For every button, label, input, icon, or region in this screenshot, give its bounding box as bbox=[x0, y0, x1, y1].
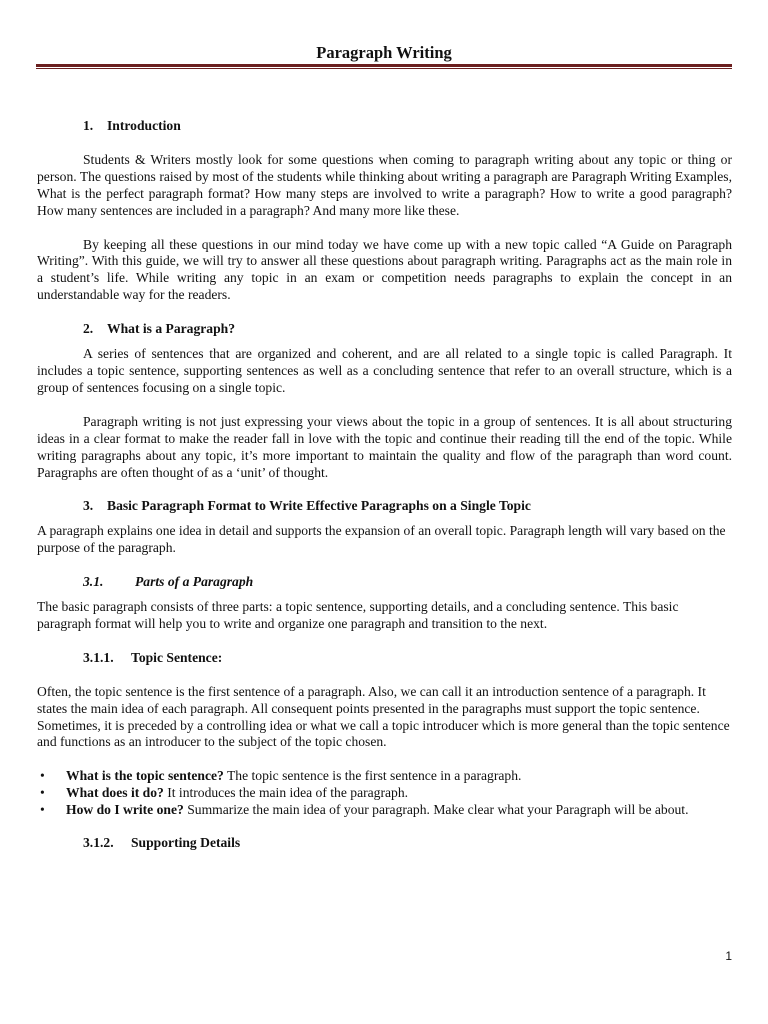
list-item bbox=[37, 785, 732, 802]
page-number: 1 bbox=[725, 949, 732, 963]
section-title: Topic Sentence: bbox=[131, 649, 223, 665]
bullet-question: What is the topic sentence? bbox=[66, 768, 224, 784]
section-heading-introduction bbox=[37, 118, 732, 135]
paragraph: The basic paragraph consists of three parts: a topic sentence, supporting details, and a concluding sentence. This basic paragraph format will help you to write and organize one paragraph and transition to the next. bbox=[37, 599, 679, 631]
paragraph: A paragraph explains one idea in detail and supports the expansion of an overall topic. Paragraph length will vary based on the purpose of the paragraph. bbox=[37, 523, 726, 556]
bullet-answer: Summarize the main idea of your paragraph. Make clear what your Paragraph will be about. bbox=[183, 802, 689, 818]
paragraph: A series of sentences that are organized and coherent, and are all related to a single topic is called Paragraph. It includes a topic sentence, supporting sentences as well as a concluding sentence that refer to an overall structure, which is a group of sentences focusing on a single topic. bbox=[37, 346, 732, 395]
section-number: 3.1. bbox=[83, 574, 104, 590]
title-rule-thin bbox=[36, 68, 732, 69]
bullet-answer: It introduces the main idea of the paragraph. bbox=[163, 785, 409, 801]
document-body bbox=[37, 118, 732, 852]
paragraph: Students & Writers mostly look for some questions when coming to paragraph writing about any topic or thing or person. The questions raised by most of the students while thinking about writing a paragraph are Paragraph Writing Examples, What is the perfect paragraph format? How many steps are involved to write a paragraph? How to write a good paragraph? How many sentences are included in a paragraph? And many more like these. bbox=[37, 151, 732, 218]
list-item bbox=[37, 802, 732, 819]
section-heading-topic-sentence bbox=[37, 650, 732, 667]
document-title: Paragraph Writing bbox=[316, 43, 452, 62]
section-heading-basic-format bbox=[37, 498, 732, 515]
bullet-question: What does it do? bbox=[66, 785, 164, 801]
section-title: Supporting Details bbox=[131, 835, 241, 851]
section-number: 3.1.2. bbox=[83, 835, 114, 851]
bullet-question: How do I write one? bbox=[66, 802, 184, 818]
bullet-list bbox=[37, 768, 732, 819]
section-heading-what-is-paragraph bbox=[37, 321, 732, 338]
paragraph: By keeping all these questions in our mind today we have come up with a new topic called “A Guide on Paragraph Writing”. With this guide, we will try to answer all these questions about paragraph writing. Paragraphs act as the main role in a student’s life. While writing any topic in an exam or competition needs paragraphs to explain the concept in an understandable way for the readers. bbox=[37, 236, 732, 303]
bullet-icon: • bbox=[40, 768, 45, 784]
title-rule bbox=[36, 64, 732, 67]
section-title: Basic Paragraph Format to Write Effective Paragraphs on a Single Topic bbox=[107, 498, 531, 514]
section-title: Parts of a Paragraph bbox=[135, 574, 254, 590]
section-number: 3.1.1. bbox=[83, 649, 114, 665]
paragraph: Often, the topic sentence is the first sentence of a paragraph. Also, we can call it an introduction sentence of a paragraph. It states the main idea of each paragraph. All consequent points presented in the paragraphs must support the topic sentence. Sometimes, it is preceded by a controlling idea or what we call a topic introducer which is more general than the topic sentence and functions as an introducer to the subject of the topic chosen. bbox=[37, 683, 730, 750]
section-heading-supporting-details bbox=[37, 835, 732, 852]
section-number: 2. bbox=[83, 321, 94, 337]
bullet-answer: The topic sentence is the first sentence in a paragraph. bbox=[223, 768, 522, 784]
section-number: 3. bbox=[83, 498, 94, 514]
section-title: What is a Paragraph? bbox=[107, 321, 236, 337]
list-item bbox=[37, 768, 732, 785]
section-number: 1. bbox=[83, 118, 94, 133]
section-title: Introduction bbox=[107, 118, 181, 133]
bullet-icon: • bbox=[40, 802, 45, 818]
paragraph: Paragraph writing is not just expressing your views about the topic in a group of sentences. It is all about structuring ideas in a clear format to make the reader fall in love with the topic and continue their reading till the end of the topic. While writing paragraphs about any topic, it’s more important to maintain the quality and flow of the paragraph than word count. Paragraphs are often thought of as a ‘unit’ of thought. bbox=[37, 413, 732, 480]
section-heading-parts bbox=[37, 574, 732, 591]
bullet-icon: • bbox=[40, 785, 45, 801]
